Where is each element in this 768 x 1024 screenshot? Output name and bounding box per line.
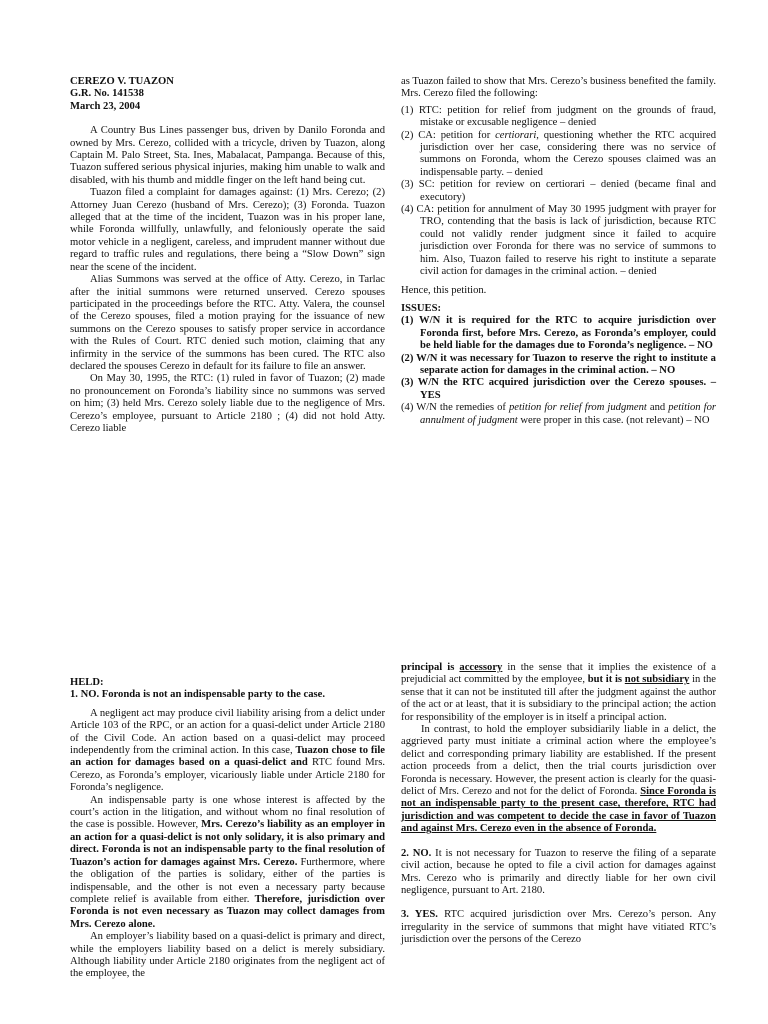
hence-line: Hence, this petition. [401, 284, 487, 296]
column-held [70, 677, 385, 981]
facts-paragraph: Alias Summons was served at the office of Atty. Cerezo, in Tarlac after the initial summons were returned unserved. Cerezo spouses participated in the proceedings before the RTC. Atty. Valera, the counsel of the Cerezo spouses, filed a motion praying for the issuance of new summons on the Cerezo spouses to satisfy proper service in accordance with the Rules of Court. RTC denied such motion, claiming that any infirmity in the service of the summons has been cured. The RTC also declared the spouses Cerezo in default for its failure to file an answer. [70, 274, 385, 372]
facts-continued: as Tuazon failed to show that Mrs. Cerezo’s business benefited the family. Mrs. Cerezo filed the following: [401, 76, 716, 100]
list-item: (4) CA: petition for annulment of May 30 1995 judgment with prayer for TRO, contending that the basis is lack of jurisdiction, because RTC could not validly render judgment since it failed to acquire jurisdiction over Foronda for there was no service of summons to him. Also, Tuazon failed to reserve his right to institute a separate civil action for damages in the criminal action. – denied [401, 204, 716, 278]
issue-item: (4) W/N the remedies of petition for relief from judgment and petition for annulment of judgment were proper in this case. (not relevant) – NO [401, 402, 716, 426]
list-item: (3) SC: petition for review on certiorari – denied (became final and executory) [401, 179, 717, 203]
ruling-2: 2. NO. It is not necessary for Tuazon to reserve the filing of a separate civil action, because he opted to file a civil action for damages against Mrs. Cerezo who is primarily and directly liable for her own civil negligence, pursuant to Art. 2180. [401, 847, 716, 896]
held-paragraph: An indispensable party is one whose interest is affected by the court’s action in the litigation, and without whom no final resolution of the case is possible. However, Mrs. Cerezo’s liability as an employer in an action for a quasi-delict is not only solidary, it is also primary and direct. Foronda is not an indispensable party to the final resolution of Tuazon’s action for damages against Mrs. Cerezo. Furthermore, where the obligation of the parties is solidary, either of the parties is indispensable, and the other is not even a necessary party because complete relief is available from either. Therefore, jurisdiction over Foronda is not even necessary as Tuazon may collect damages from Mrs. Cerezo alone. [70, 794, 386, 930]
held-heading: HELD: [70, 677, 104, 688]
case-date: March 23, 2004 [70, 100, 141, 112]
facts-paragraph: A Country Bus Lines passenger bus, driven by Danilo Foronda and owned by Mrs. Cerezo, collided with a tricycle, driven by Tuazon, along Captain M. Palo Street, Sta. Ines, Mabalacat, Pampanga. Because of this, Tuazon suffered serious physical injuries, making him unable to walk and disabled, with his thumb and middle finger on the left hand being cut. [70, 125, 385, 186]
held-paragraph: In contrast, to hold the employer subsidiarily liable in a delict, the aggrieved party must initiate a criminal action where the employee’s delict and corresponding primary liability are established. If the present action proceeds from a delict, then the trial courts jurisdiction over Foronda is necessary. However, the present action is clearly for the quasi-delict of Mrs. Cerezo and not for the delict of Foronda. Since Foronda is not an indispensable party to the present case, therefore, RTC had jurisdiction and was competent to decide the case in favor of Tuazon and against Mrs. Cerezo even in the absence of Foronda. [401, 724, 716, 835]
issue-item: (3) W/N the RTC acquired jurisdiction over the Cerezo spouses. – YES [401, 377, 716, 401]
case-title: CEREZO V. TUAZON [70, 76, 174, 87]
facts-paragraph: Tuazon filed a complaint for damages against: (1) Mrs. Cerezo; (2) Attorney Juan Cerezo (husband of Mrs. Cerezo); (3) Foronda. Tuazon alleged that at the time of the incident, Tuazon was in his proper lane, while Foronda willfully, unlawfully, and feloniously operate the said motor vehicle in a negligent, careless, and imprudent manner without due regard to traffic rules and regulations, there being a “Slow Down” sign near the scene of the incident. [70, 187, 385, 273]
held-paragraph: principal is accessory in the sense that it implies the existence of a prejudicial act committed by the employee, but it is not subsidiary in the sense that it can not be instituted till after the judgment against the author of the act or at least, that it is subsidiary to the principal action; the action for responsibility of the employer is in itself a principal action. [401, 662, 717, 723]
column-issues [401, 76, 716, 427]
held-paragraph: A negligent act may produce civil liability arising from a delict under Article 103 of the RPC, or an action for a quasi-delict under Article 2180 of the Civil Code. An action based on a quasi-delict may proceed independently from the criminal action. In this case, Tuazon chose to file an action for damages based on a quasi-delict and RTC found Mrs. Cerezo, as Foronda’s employer, vicariously liable under Article 2180 for Foronda’s negligence. [70, 707, 385, 794]
facts-paragraph: On May 30, 1995, the RTC: (1) ruled in favor of Tuazon; (2) made no pronouncement on Foronda’s liability since no summons was served on him; (3) held Mrs. Cerezo solely liable due to the negligence of Mrs. Cerezo’s employee, pursuant to Article 2180 ; (4) did not hold Atty. Cerezo liable [70, 373, 385, 434]
issues-heading: ISSUES: [401, 302, 442, 314]
case-gr-number: G.R. No. 141538 [70, 88, 144, 100]
issue-item: (2) W/N it was necessary for Tuazon to reserve the right to institute a separate action for damages in the criminal action. – NO [401, 352, 716, 376]
filings-list [401, 105, 716, 279]
ruling-1-heading: 1. NO. Foronda is not an indispensable party to the case. [70, 689, 325, 701]
list-item: (2) CA: petition for certiorari, questioning whether the RTC acquired jurisdiction over her case, considering there was no service of summons on Foronda, whom the Cerezo spouses claimed was an indispensable party. – denied [401, 129, 717, 178]
issues-list [401, 315, 716, 427]
held-paragraph: An employer’s liability based on a quasi-delict is primary and direct, while the employers liability based on a delict is merely subsidiary. Although liability under Article 2180 originates from the negligent act of the employee, the [70, 931, 385, 980]
column-facts [70, 76, 385, 435]
column-held-continued [401, 662, 716, 947]
ruling-3: 3. YES. RTC acquired jurisdiction over Mrs. Cerezo’s person. Any irregularity in the service of summons that might have vitiated RTC’s jurisdiction over the persons of the Cerezo [401, 909, 716, 946]
issue-item: (1) W/N it is required for the RTC to acquire jurisdiction over Foronda first, before Mrs. Cerezo, as Foronda’s employer, could be held liable for the damages due to Foronda’s negligence. – NO [401, 315, 716, 352]
list-item: (1) RTC: petition for relief from judgment on the grounds of fraud, mistake or excusable negligence – denied [401, 104, 716, 129]
